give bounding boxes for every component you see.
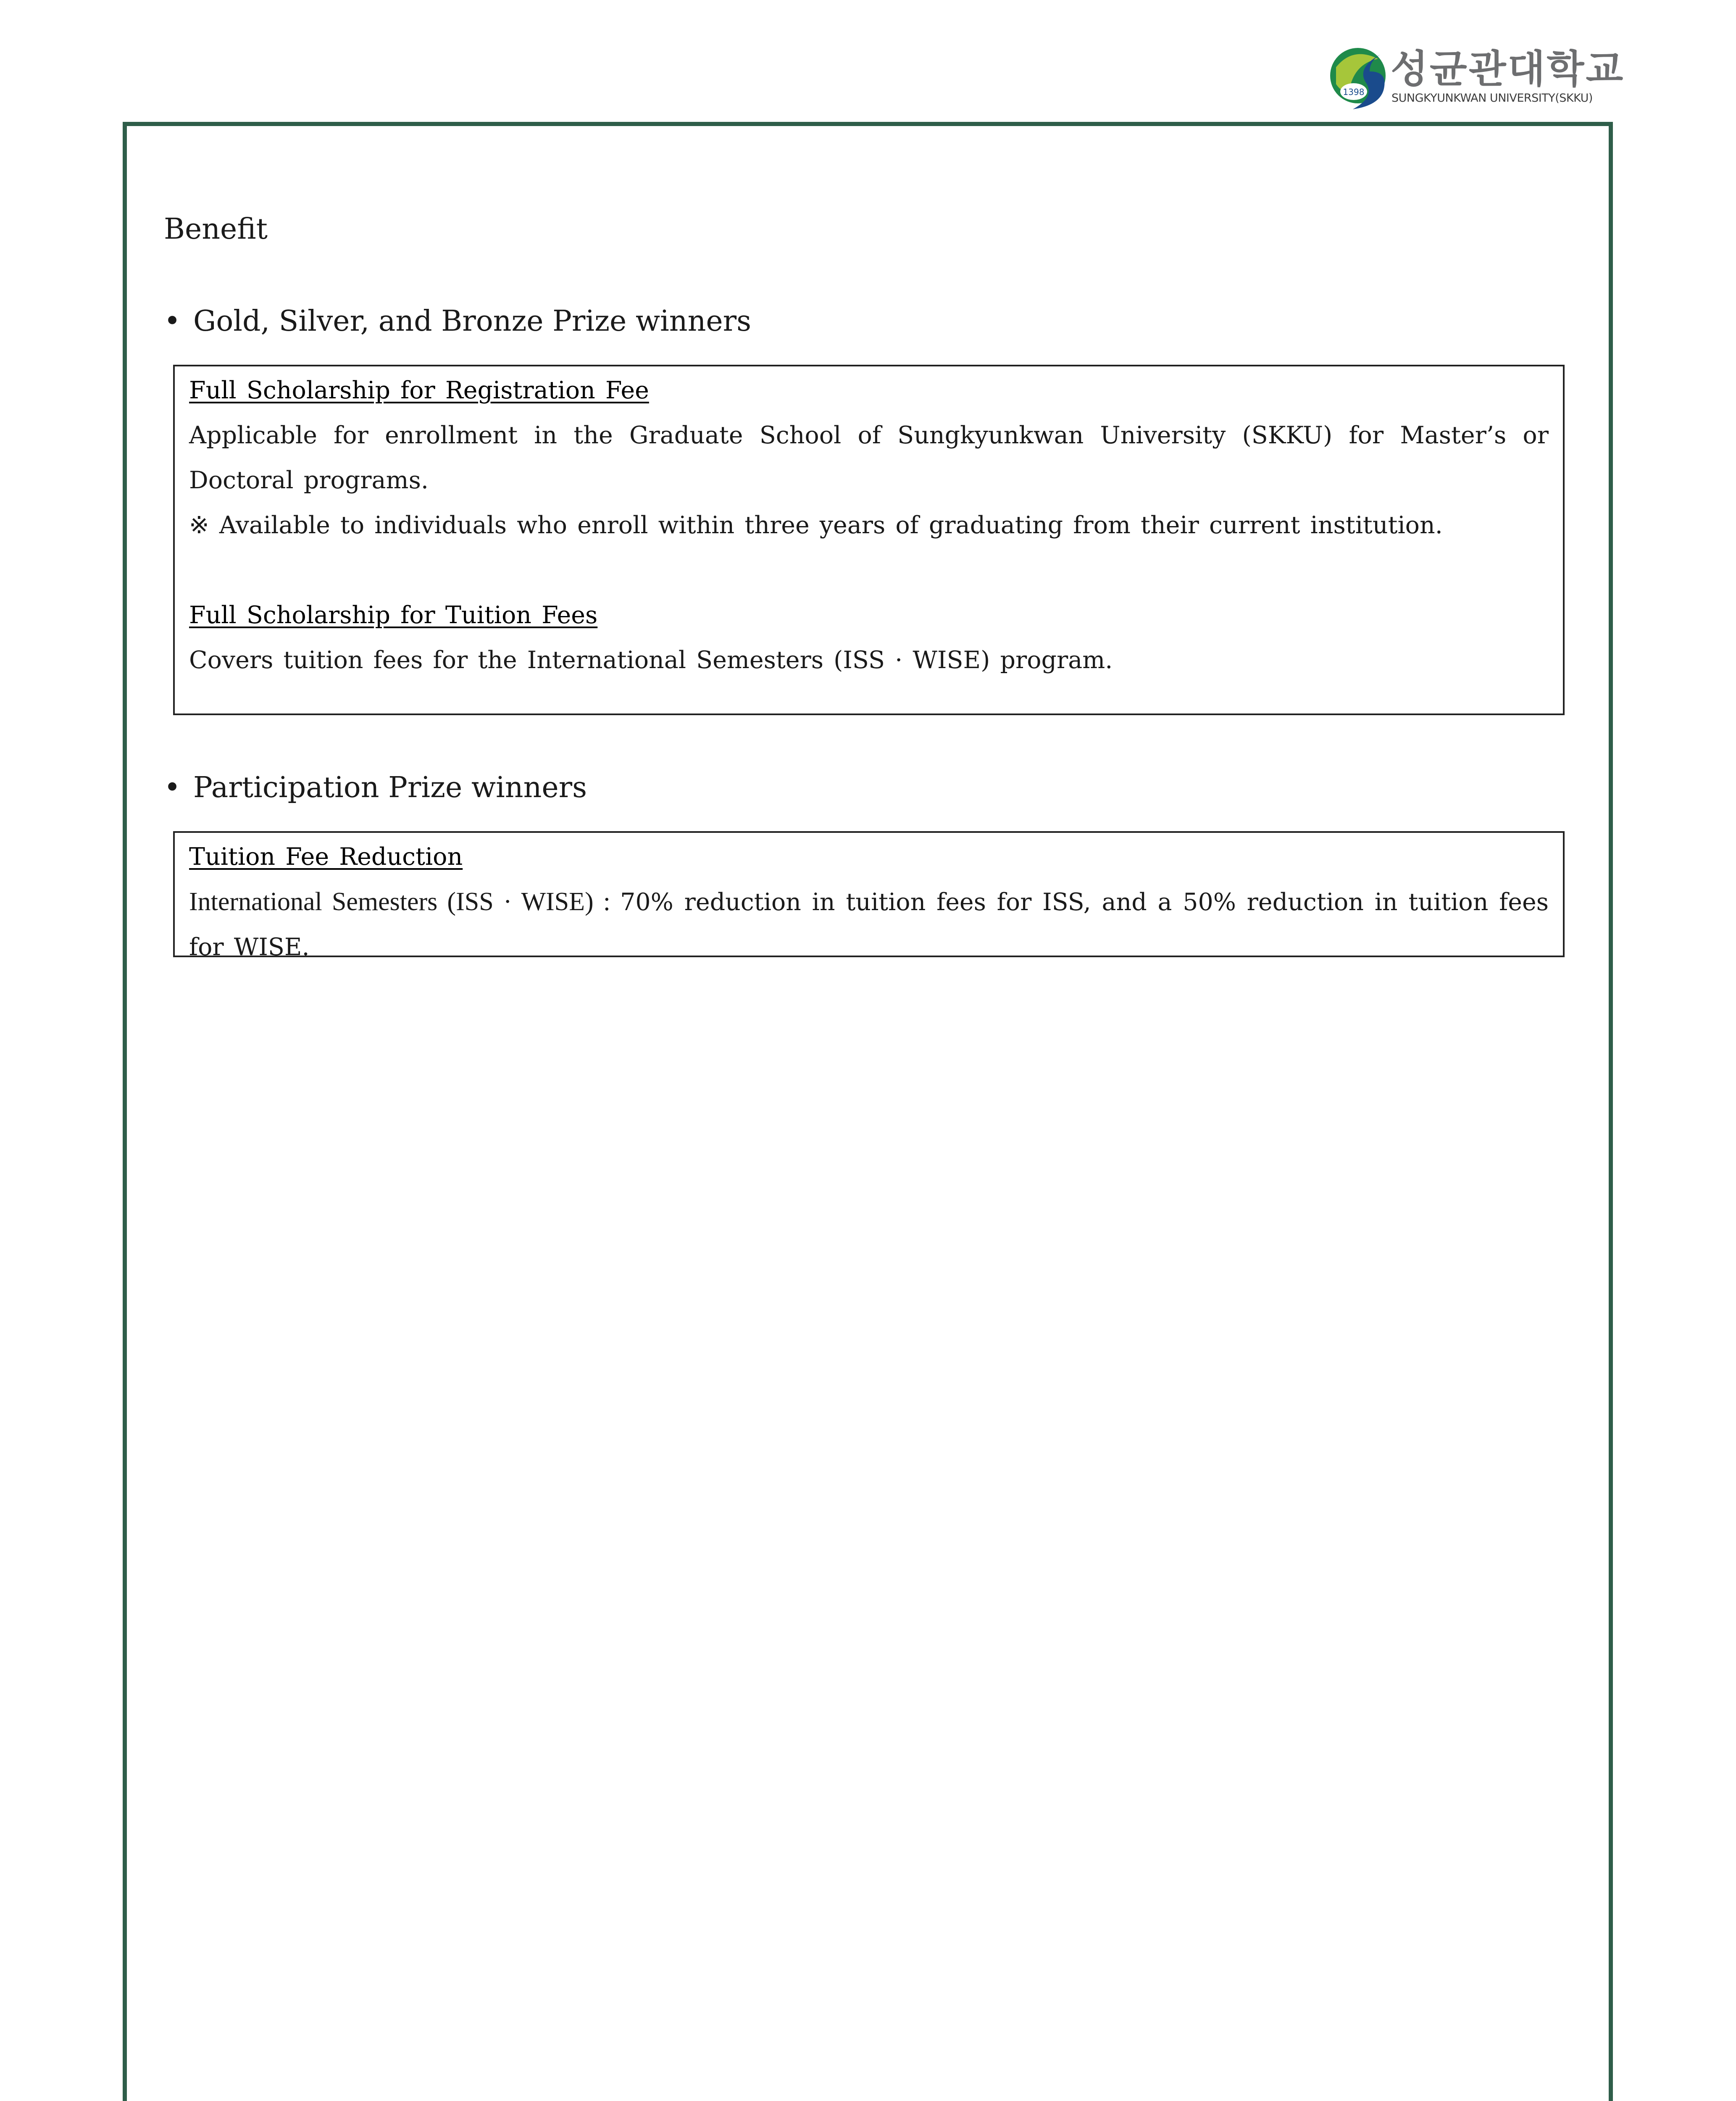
tuition-fees-description: Covers tuition fees for the International Semesters (ISS · WISE) program. (189, 646, 1113, 674)
benefit-box-participation (173, 831, 1565, 961)
reduction-details: 70% reduction in tuition fees for ISS, and a 50% reduction in tuition fees for WISE. (189, 888, 1549, 961)
university-logo (1328, 42, 1625, 113)
tuition-reduction-description (189, 879, 1549, 970)
svg-text:1398: 1398 (1343, 87, 1365, 97)
registration-fee-description: Applicable for enrollment in the Graduate School of Sungkyunkwan University (SKKU) for Master’s or Doctoral programs. (189, 421, 1549, 494)
section-title-gold-silver-bronze (164, 300, 751, 342)
benefit-box-prize-winners (173, 365, 1565, 715)
page-heading: Benefit (164, 213, 268, 246)
section-title-text: Gold, Silver, and Bronze Prize winners (193, 305, 752, 338)
section-title-participation (164, 767, 587, 809)
bullet-icon: • (164, 305, 181, 338)
bullet-icon: • (164, 771, 181, 804)
subtitle-registration-fee: Full Scholarship for Registration Fee (189, 376, 649, 404)
section-title-text: Participation Prize winners (193, 771, 587, 804)
university-name-korean: 성균관대학교 (1391, 47, 1625, 92)
registration-fee-note: ※ Available to individuals who enroll within three years of graduating from their current institution. (189, 511, 1443, 539)
subtitle-tuition-fees: Full Scholarship for Tuition Fees (189, 601, 598, 629)
subtitle-tuition-reduction: Tuition Fee Reduction (189, 843, 463, 871)
skku-emblem-icon (1328, 42, 1391, 113)
university-name-english: SUNGKYUNKWAN UNIVERSITY(SKKU) (1391, 92, 1593, 105)
program-lead: International Semesters (ISS · WISE) : (189, 887, 621, 916)
